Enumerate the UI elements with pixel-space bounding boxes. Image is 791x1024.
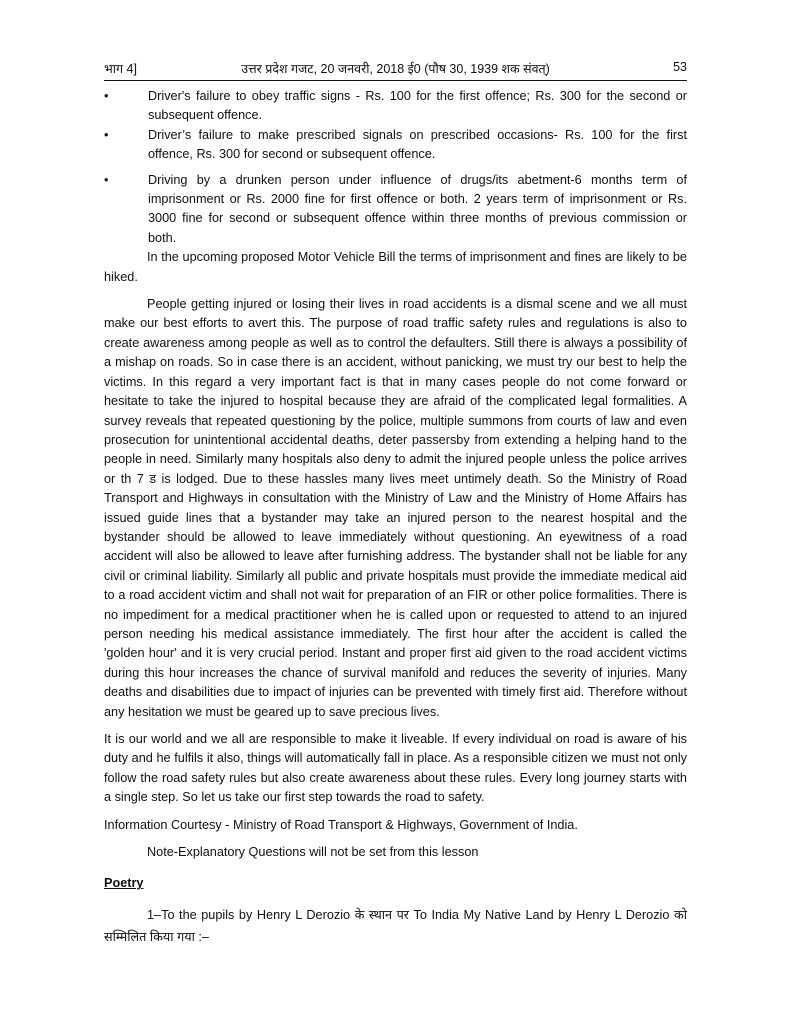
- page-header: [104, 60, 687, 80]
- poetry-hindi-text-2: को सम्मिलित किया गया :–: [104, 907, 687, 944]
- poetry-heading: Poetry: [104, 876, 144, 891]
- header-divider: [104, 80, 687, 81]
- gazette-title: उत्तर प्रदेश गजट, 20 जनवरी, 2018 ई0 (पौष 30, 1939 शक संवत्): [241, 62, 550, 76]
- gazette-section: भाग 4]: [104, 62, 137, 76]
- list-item: • Driver's failure to obey traffic signs - Rs. 100 for the first offence; Rs. 300 for the second or subsequent offence.: [104, 87, 687, 126]
- list-item: • Driver’s failure to make prescribed signals on prescribed occasions- Rs. 100 for the first offence, Rs. 300 for second or subsequent offence.: [104, 126, 687, 165]
- poetry-item: [104, 904, 687, 948]
- poetry-hindi-text-1: के स्थान पर: [354, 907, 409, 922]
- paragraph-courtesy: Information Courtesy - Ministry of Road Transport & Highways, Government of India.: [104, 817, 578, 832]
- fine-list: [104, 87, 687, 248]
- list-item: • Driving by a drunken person under influence of drugs/its abetment-6 months term of imprisonment or Rs. 2000 fine for first offence or both. 2 years term of imprisonment or Rs. 3000 fine for second or subsequent offence within three months of previous commission or both.: [104, 171, 687, 249]
- list-item-text: Driving by a drunken person under influence of drugs/its abetment-6 months term of imprisonment or Rs. 2000 fine for first offence or both. 2 years term of imprisonment or Rs. 3000 fine for second or subsequent offence within three months of previous commission or both.: [148, 172, 687, 245]
- paragraph-world: It is our world and we all are responsible to make it liveable. If every individual on road is aware of his duty and he fulfils it also, things will automatically fall in place. As a responsible citizen we must not only follow the road safety rules but also create awareness about these rules. Every long journey starts with a single step. So let us take our first step towards the road to safety.: [104, 732, 687, 805]
- list-item-text: Driver's failure to obey traffic signs - Rs. 100 for the first offence; Rs. 300 for the second or subsequent offence.: [148, 89, 687, 123]
- page-number: 53: [673, 60, 687, 74]
- poetry-item-prefix: 1–To the pupils by Henry L Derozio: [147, 907, 351, 922]
- poetry-item-replacement: To India My Native Land by Henry L Derozio: [413, 907, 670, 922]
- paragraph-note: Note-Explanatory Questions will not be set from this lesson: [147, 845, 479, 860]
- list-item-text: Driver’s failure to make prescribed signals on prescribed occasions- Rs. 100 for the first offence, Rs. 300 for second or subsequent offence.: [148, 127, 687, 162]
- paragraph-bill-note: In the upcoming proposed Motor Vehicle Bill the terms of imprisonment and fines are likely to be hiked.: [104, 250, 687, 284]
- paragraph-main: People getting injured or losing their lives in road accidents is a dismal scene and we all must make our best efforts to avert this. The purpose of road traffic safety rules and regulations is also to create awareness among people as well as to control the defaulters. Still there is always a possibility of a mishap on roads. So in case there is an accident, without panicking, we must try our best to help the victims. In this regard a very important fact is that in many cases people do not come forward or hesitate to take the injured to hospital because they are afraid of the complicated legal formalities. A survey reveals that repeated questioning by the police, multiple summons from courts of law and even prosecution for unintentional accidental deaths, deter passersby from extending a helping hand to the people in need. Similarly many hospitals also deny to admit the injured people unless the police arrives or th 7 ड is lodged. Due to these hassles many lives meet untimely death. So the Ministry of Road Transport and Highways in consultation with the Ministry of Law and the Ministry of Home Affairs has issued guide lines that a bystander may take an injured person to the nearest hospital and the bystander should be allowed to leave immediately without questioning. An eyewitness of a road accident will also be allowed to leave after furnishing address. The bystander shall not be liable for any civil or criminal liability. Similarly all public and private hospitals must provide the immediate medical aid to a road accident victim and shall not wait for preparation of an FIR or other police formalities. There is no impediment for a medical practitioner when he is called upon or requested to attend to an injured person needing his medical assistance immediately. The first hour after the accident is called the 'golden hour' and it is very crucial period. Instant and proper first aid given to the road accident victims during this hour increases the chance of survival manifold and reduces the severity of injuries. Many deaths and disabilities due to impact of injuries can be prevented with timely first aid. Therefore without any hesitation we must be geared up to save precious lives.: [104, 297, 687, 719]
- page-body: [104, 87, 687, 948]
